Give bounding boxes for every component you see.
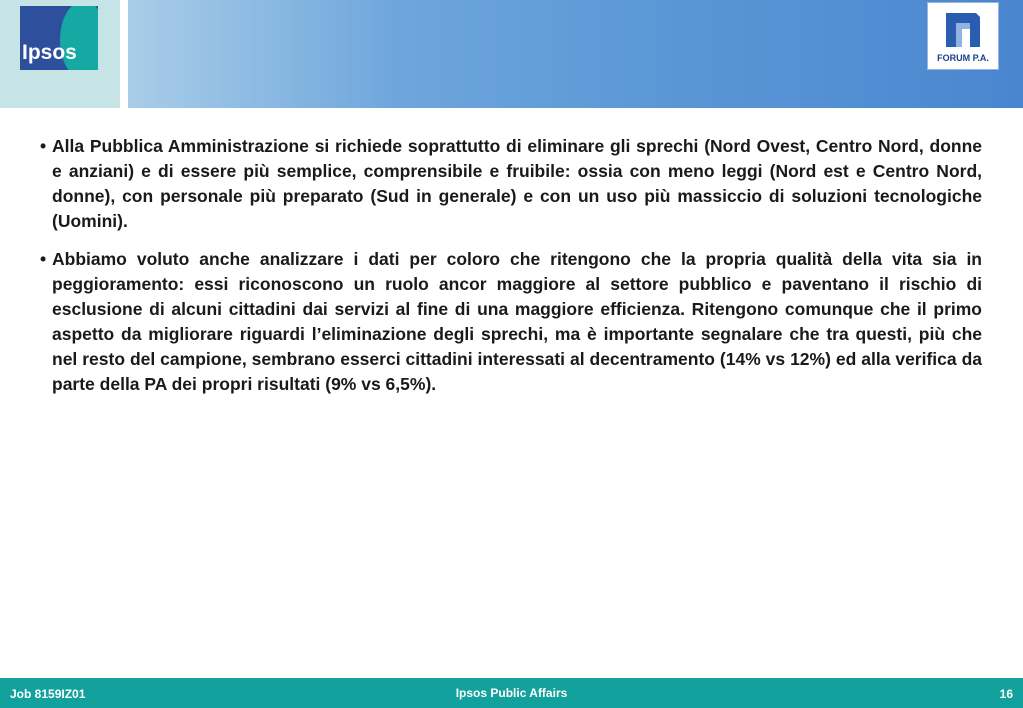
forum-pa-logo (927, 2, 999, 70)
slide-footer (0, 678, 1023, 708)
footer-title: Ipsos Public Affairs (455, 686, 568, 700)
forum-pa-logo-text: FORUM P.A. (937, 53, 989, 63)
slide-header (0, 0, 1023, 110)
slide-content (40, 134, 982, 410)
bullet-text: Alla Pubblica Amministrazione si richiede soprattutto di eliminare gli sprechi (Nord Ovest, Centro Nord, donne e anziani) e di essere più semplice, comprensibile e fruibile: ossia con meno leggi (Nord est e Centro Nord, donne), con personale più preparato (Sud in generale) e con un uso più massiccio di soluzioni tecnologiche (Uomini). (52, 136, 982, 231)
ipsos-logo (20, 6, 98, 70)
bullet-text: Abbiamo voluto anche analizzare i dati per coloro che ritengono che la propria qualità della vita sia in peggioramento: essi riconoscono un ruolo ancor maggiore al settore pubblico e paventano il rischio di esclusione di alcuni cittadini dai servizi al fine di una maggiore efficienza. Ritengono comunque che il primo aspetto da migliorare riguardi l’eliminazione degli sprechi, ma è importante segnalare che tra questi, più che nel resto del campione, sembrano esserci cittadini interessati al decentramento (14% vs 12%) ed alla verifica da parte della PA dei propri risultati (9% vs 6,5%). (52, 249, 982, 394)
bullet-item (40, 247, 982, 397)
logo-panel (0, 0, 120, 108)
job-number: Job 8159IZ01 (10, 687, 86, 701)
bullet-dot-icon: • (40, 249, 47, 269)
page-number: 16 (999, 687, 1013, 701)
header-banner (128, 0, 1023, 108)
bullet-dot-icon: • (40, 136, 47, 156)
forum-pa-mark-icon (942, 9, 982, 49)
bullet-item (40, 134, 982, 234)
ipsos-logo-text: Ipsos (22, 41, 77, 64)
header-separator (120, 0, 128, 108)
